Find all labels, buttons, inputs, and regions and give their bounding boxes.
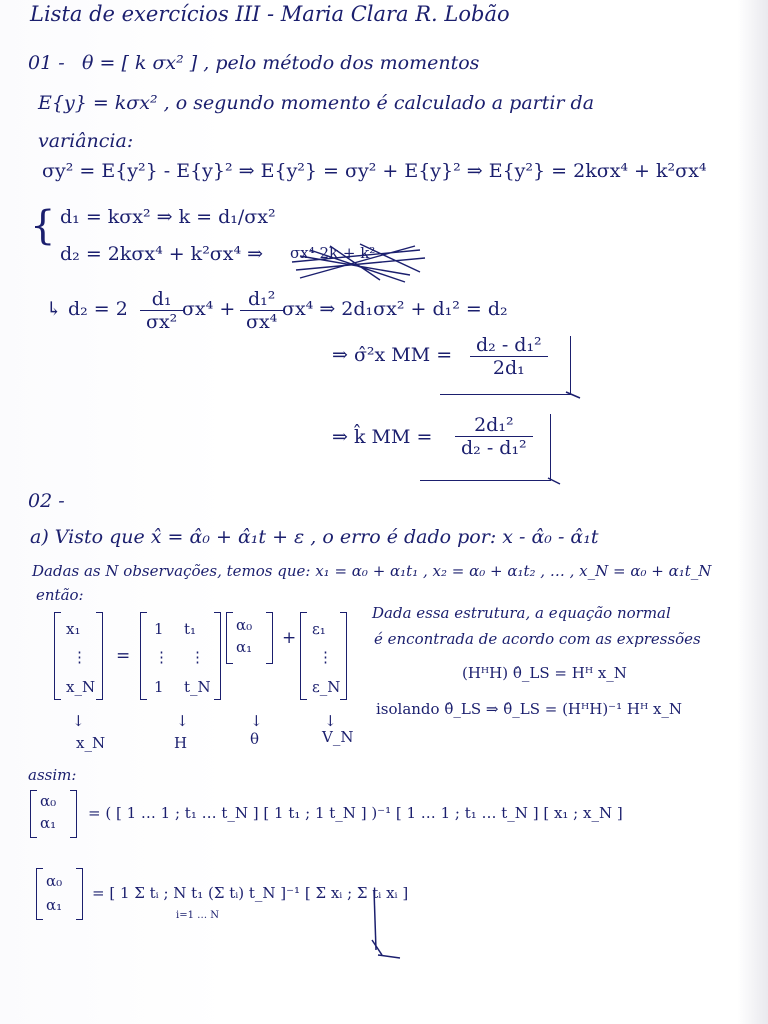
matrix-eps-cell: ε₁ <box>312 620 326 638</box>
question-01-label: 01 - <box>28 52 65 74</box>
matrix-h-cell: ⋮ <box>154 648 169 666</box>
d2-equation-rhs: σx⁴ ⇒ 2d₁σx² + d₁² = d₂ <box>282 298 508 320</box>
d2-fraction-2: $\frac{\text{d₁²}}{\text{σx⁴}}$ <box>240 288 283 333</box>
matrix-h-cell: ⋮ <box>190 648 205 666</box>
scribble-strokes <box>292 244 425 282</box>
down-arrow-icon: ↓ <box>72 712 85 730</box>
assim-label: assim: <box>28 766 77 784</box>
matrix-x-cell: x_N <box>66 678 96 696</box>
ls-solution-expanded: = ( [ 1 … 1 ; t₁ … t_N ] [ 1 t₁ ; 1 t_N ] )⁻¹ [ 1 … 1 ; t₁ … t_N ] [ x₁ ; x_N ] <box>88 804 623 822</box>
matrix-equals-sign: = <box>116 646 131 666</box>
matrix-x-cell: ⋮ <box>72 648 87 666</box>
matrix-theta-cell: α₁ <box>236 638 253 656</box>
q01-variance-relation: σy² = E{y²} - E{y}² ⇒ E{y²} = σy² + E{y}² ⇒ E{y²} = 2kσx⁴ + k²σx⁴ <box>42 160 707 182</box>
d2-equation-lhs: ↳ d₂ = 2 <box>46 298 128 320</box>
alpha-vector-2-cell: α₀ <box>46 872 63 890</box>
matrix-eps-cell: ε_N <box>312 678 341 696</box>
question-02-label: 02 - <box>28 490 65 512</box>
down-arrow-icon: ↓ <box>176 712 189 730</box>
alpha-vector-cell: α₀ <box>40 792 57 810</box>
q02-entao: então: <box>36 586 84 604</box>
sheet-title: Lista de exercícios III - Maria Clara R. Lobão <box>30 2 510 26</box>
matrix-h-cell: 1 <box>154 678 164 696</box>
question-01-intro: θ = [ k σx² ] , pelo método dos momentos <box>82 52 480 74</box>
summation-limits: i=1 … N <box>176 910 220 921</box>
down-arrow-icon: ↓ <box>324 712 337 730</box>
d2-equation-mid: σx⁴ + <box>182 298 236 320</box>
normal-equation: (HᴴH) θ̂_LS = Hᴴ x_N <box>462 664 627 682</box>
isolating-theta-ls: isolando θ̂_LS ⇒ θ̂_LS = (HᴴH)⁻¹ Hᴴ x_N <box>376 700 683 718</box>
system-eq-2: d₂ = 2kσx⁴ + k²σx⁴ ⇒ <box>60 243 264 265</box>
end-marks <box>372 392 580 958</box>
matrix-plus-sign: + <box>282 628 297 648</box>
alpha-vector-cell: α₁ <box>40 814 57 832</box>
label-theta: θ <box>250 730 260 748</box>
d2-fraction-1: $\frac{\text{d₁}}{\text{σx²}}$ <box>140 288 183 333</box>
q01-line-1: E{y} = kσx² , o segundo momento é calculado a partir da <box>38 92 595 114</box>
system-brace: { <box>30 203 56 249</box>
matrix-h-cell: t₁ <box>184 620 197 638</box>
k-mm-fraction: $\frac{\text{2d₁²}}{\text{d₂ - d₁²}}$ <box>455 414 533 459</box>
q02-observations-line: Dadas as N observações, temos que: x₁ = α₀ + α₁t₁ , x₂ = α₀ + α₁t₂ , … , x_N = α₀ + α₁t_N <box>32 562 712 580</box>
q02-a-line: a) Visto que x̂ = α̂₀ + α̂₁t + ε , o erro é dado por: x - α̂₀ - α̂₁t <box>30 526 599 548</box>
label-h: H <box>174 734 188 752</box>
system-eq-1: d₁ = kσx² ⇒ k = d₁/σx² <box>60 206 276 228</box>
label-x-n: x_N <box>76 734 106 752</box>
final-box-stroke <box>374 890 376 950</box>
scratched-text: σx⁴ 2k + k² <box>290 244 376 262</box>
sigma-mm-lhs: ⇒ σ̂²x MM = <box>332 344 453 366</box>
q01-line-2: variância: <box>38 130 134 152</box>
normal-eq-text-2: é encontrada de acordo com as expressões <box>374 630 701 648</box>
matrix-x-cell: x₁ <box>66 620 81 638</box>
matrix-eps-cell: ⋮ <box>318 648 333 666</box>
label-v-n: V_N <box>322 728 354 746</box>
matrix-h-cell: t_N <box>184 678 211 696</box>
matrix-theta-cell: α₀ <box>236 616 253 634</box>
alpha-vector-2-cell: α₁ <box>46 896 63 914</box>
sigma-mm-fraction: $\frac{\text{d₂ - d₁²}}{\text{2d₁}}$ <box>470 334 548 379</box>
k-mm-lhs: ⇒ k̂ MM = <box>332 426 433 448</box>
matrix-h-cell: 1 <box>154 620 164 638</box>
down-arrow-icon: ↓ <box>250 712 263 730</box>
normal-eq-text-1: Dada essa estrutura, a equação normal <box>372 604 671 622</box>
ls-solution-summation: = [ 1 Σ tᵢ ; N t₁ (Σ tᵢ) t_N ]⁻¹ [ Σ xᵢ ; Σ tᵢ xᵢ ] <box>92 884 409 902</box>
